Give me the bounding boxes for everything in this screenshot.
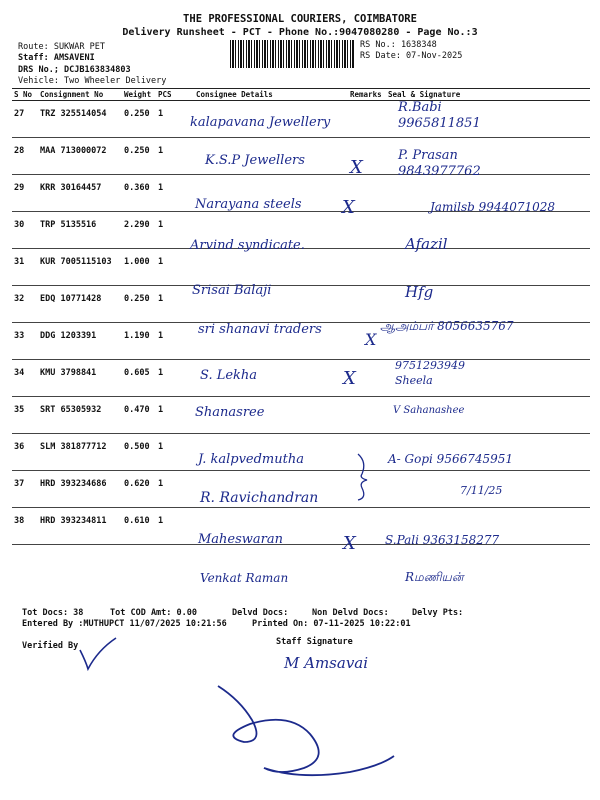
handwritten-consignee: Srisai Balaji bbox=[192, 283, 272, 298]
total-cod: Tot COD Amt: 0.00 bbox=[110, 608, 197, 618]
total-docs: Tot Docs: 38 bbox=[22, 608, 84, 618]
cell-sno: 35 bbox=[12, 397, 38, 434]
remark-mark: X bbox=[343, 368, 356, 389]
col-consignment: Consignment No bbox=[38, 89, 122, 101]
cell-sno: 32 bbox=[12, 286, 38, 323]
cell-pcs: 1 bbox=[156, 471, 194, 508]
handwritten-consignee: Maheswaran bbox=[198, 532, 284, 547]
runsheet-title: Delivery Runsheet - PCT - Phone No.:9047080280 - Page No.:3 bbox=[122, 27, 478, 38]
cell-weight: 0.250 bbox=[122, 101, 156, 138]
handwritten-signature: S.Pali 9363158277 bbox=[385, 533, 500, 547]
handwritten-signature: R.Babi 9965811851 bbox=[398, 100, 481, 131]
col-consignee: Consignee Details bbox=[194, 89, 348, 101]
cell-pcs: 1 bbox=[156, 175, 194, 212]
remark-mark: X bbox=[365, 330, 377, 349]
cell-pcs: 1 bbox=[156, 138, 194, 175]
col-pcs: PCS bbox=[156, 89, 194, 101]
col-weight: Weight bbox=[122, 89, 156, 101]
cell-consignment: SRT 65305932 bbox=[38, 397, 122, 434]
cell-sno: 34 bbox=[12, 360, 38, 397]
handwritten-signature: Jamilsb 9944071028 bbox=[430, 200, 556, 214]
cell-weight: 1.000 bbox=[122, 249, 156, 286]
cell-sno: 38 bbox=[12, 508, 38, 545]
rs-number: RS No.: 1638348 bbox=[360, 40, 437, 50]
rs-date: RS Date: 07-Nov-2025 bbox=[360, 51, 463, 61]
handwritten-signature: 7/11/25 bbox=[460, 484, 503, 497]
cell-consignment: KRR 30164457 bbox=[38, 175, 122, 212]
cell-pcs: 1 bbox=[156, 397, 194, 434]
non-delivered-docs: Non Delvd Docs: bbox=[312, 608, 389, 618]
table-row bbox=[12, 397, 590, 434]
cell-consignment: DDG 1203391 bbox=[38, 323, 122, 360]
brace-mark bbox=[355, 452, 371, 502]
handwritten-signature: ஆஅம்பர் 8056635767 bbox=[380, 319, 514, 333]
handwritten-signature: P. Prasan 9843977762 bbox=[398, 148, 481, 179]
flourish-signature bbox=[180, 672, 420, 782]
cell-pcs: 1 bbox=[156, 323, 194, 360]
table-header-row bbox=[12, 89, 590, 101]
handwritten-consignee: K.S.P Jewellers bbox=[205, 153, 305, 168]
col-signature: Seal & Signature bbox=[386, 89, 590, 101]
cell-consignment: SLM 381877712 bbox=[38, 434, 122, 471]
handwritten-consignee: Venkat Raman bbox=[200, 571, 289, 585]
cell-consignment: KUR 7005115103 bbox=[38, 249, 122, 286]
handwritten-signature: Afazil bbox=[405, 235, 448, 253]
remark-mark: X bbox=[342, 197, 355, 218]
route-label: Route: SUKWAR PET bbox=[18, 42, 105, 52]
cell-weight: 0.610 bbox=[122, 508, 156, 545]
handwritten-signature: 9751293949 Sheela bbox=[395, 359, 465, 387]
cell-weight: 0.605 bbox=[122, 360, 156, 397]
handwritten-consignee: R. Ravichandran bbox=[200, 490, 319, 506]
cell-pcs: 1 bbox=[156, 360, 194, 397]
cell-consignment: MAA 713000072 bbox=[38, 138, 122, 175]
delivered-docs: Delvd Docs: bbox=[232, 608, 289, 618]
cell-pcs: 1 bbox=[156, 249, 194, 286]
company-name: THE PROFESSIONAL COURIERS, COIMBATORE bbox=[183, 13, 417, 25]
drs-label: DRS No.; DCJB163834803 bbox=[18, 65, 131, 75]
cell-weight: 0.620 bbox=[122, 471, 156, 508]
cell-consignment: HRD 393234811 bbox=[38, 508, 122, 545]
cell-weight: 0.360 bbox=[122, 175, 156, 212]
cell-pcs: 1 bbox=[156, 286, 194, 323]
staff-handwritten-signature: M Amsavai bbox=[284, 654, 369, 672]
cell-sno: 37 bbox=[12, 471, 38, 508]
cell-sno: 29 bbox=[12, 175, 38, 212]
table-row bbox=[12, 508, 590, 545]
staff-signature-label: Staff Signature bbox=[276, 637, 353, 647]
cell-sno: 27 bbox=[12, 101, 38, 138]
cell-weight: 0.470 bbox=[122, 397, 156, 434]
cell-pcs: 1 bbox=[156, 508, 194, 545]
cell-consignment: HRD 393234686 bbox=[38, 471, 122, 508]
remark-mark: X bbox=[350, 157, 363, 178]
delivery-points: Delvy Pts: bbox=[412, 608, 464, 618]
handwritten-signature: V Sahanashee bbox=[393, 405, 465, 416]
cell-weight: 1.190 bbox=[122, 323, 156, 360]
cell-pcs: 1 bbox=[156, 434, 194, 471]
handwritten-consignee: kalapavana Jewellery bbox=[190, 115, 331, 130]
cell-sno: 30 bbox=[12, 212, 38, 249]
cell-weight: 2.290 bbox=[122, 212, 156, 249]
vehicle-label: Vehicle: Two Wheeler Delivery bbox=[18, 76, 167, 86]
handwritten-signature: Rமணியன் bbox=[405, 570, 464, 584]
cell-consignment: TRZ 325514054 bbox=[38, 101, 122, 138]
cell-weight: 0.250 bbox=[122, 286, 156, 323]
staff-label: Staff: AMSAVENI bbox=[18, 53, 95, 63]
handwritten-consignee: Narayana steels bbox=[195, 197, 302, 212]
cell-sno: 36 bbox=[12, 434, 38, 471]
handwritten-consignee: Shanasree bbox=[195, 405, 265, 420]
cell-consignment: TRP 5135516 bbox=[38, 212, 122, 249]
col-remarks: Remarks bbox=[348, 89, 386, 101]
handwritten-consignee: Arvind syndicate. bbox=[190, 238, 305, 253]
remark-mark: X bbox=[343, 533, 356, 554]
handwritten-consignee: S. Lekha bbox=[200, 368, 258, 383]
handwritten-signature: A- Gopi 9566745951 bbox=[388, 452, 514, 466]
handwritten-consignee: J. kalpvedmutha bbox=[198, 452, 304, 467]
table-row bbox=[12, 249, 590, 286]
cell-consignment: KMU 3798841 bbox=[38, 360, 122, 397]
handwritten-signature: Hfg bbox=[405, 283, 434, 301]
cell-sno: 28 bbox=[12, 138, 38, 175]
cell-sno: 31 bbox=[12, 249, 38, 286]
entered-by: Entered By :MUTHUPCT 11/07/2025 10:21:56 bbox=[22, 619, 227, 629]
cell-weight: 0.500 bbox=[122, 434, 156, 471]
handwritten-consignee: sri shanavi traders bbox=[198, 322, 322, 337]
printed-on: Printed On: 07-11-2025 10:22:01 bbox=[252, 619, 411, 629]
col-sno: S No bbox=[12, 89, 38, 101]
cell-weight: 0.250 bbox=[122, 138, 156, 175]
table-row bbox=[12, 286, 590, 323]
cell-pcs: 1 bbox=[156, 212, 194, 249]
cell-pcs: 1 bbox=[156, 101, 194, 138]
cell-consignment: EDQ 10771428 bbox=[38, 286, 122, 323]
cell-sno: 33 bbox=[12, 323, 38, 360]
barcode bbox=[230, 40, 355, 68]
verified-check-signature bbox=[78, 636, 118, 672]
verified-by-label: Verified By bbox=[22, 641, 79, 651]
